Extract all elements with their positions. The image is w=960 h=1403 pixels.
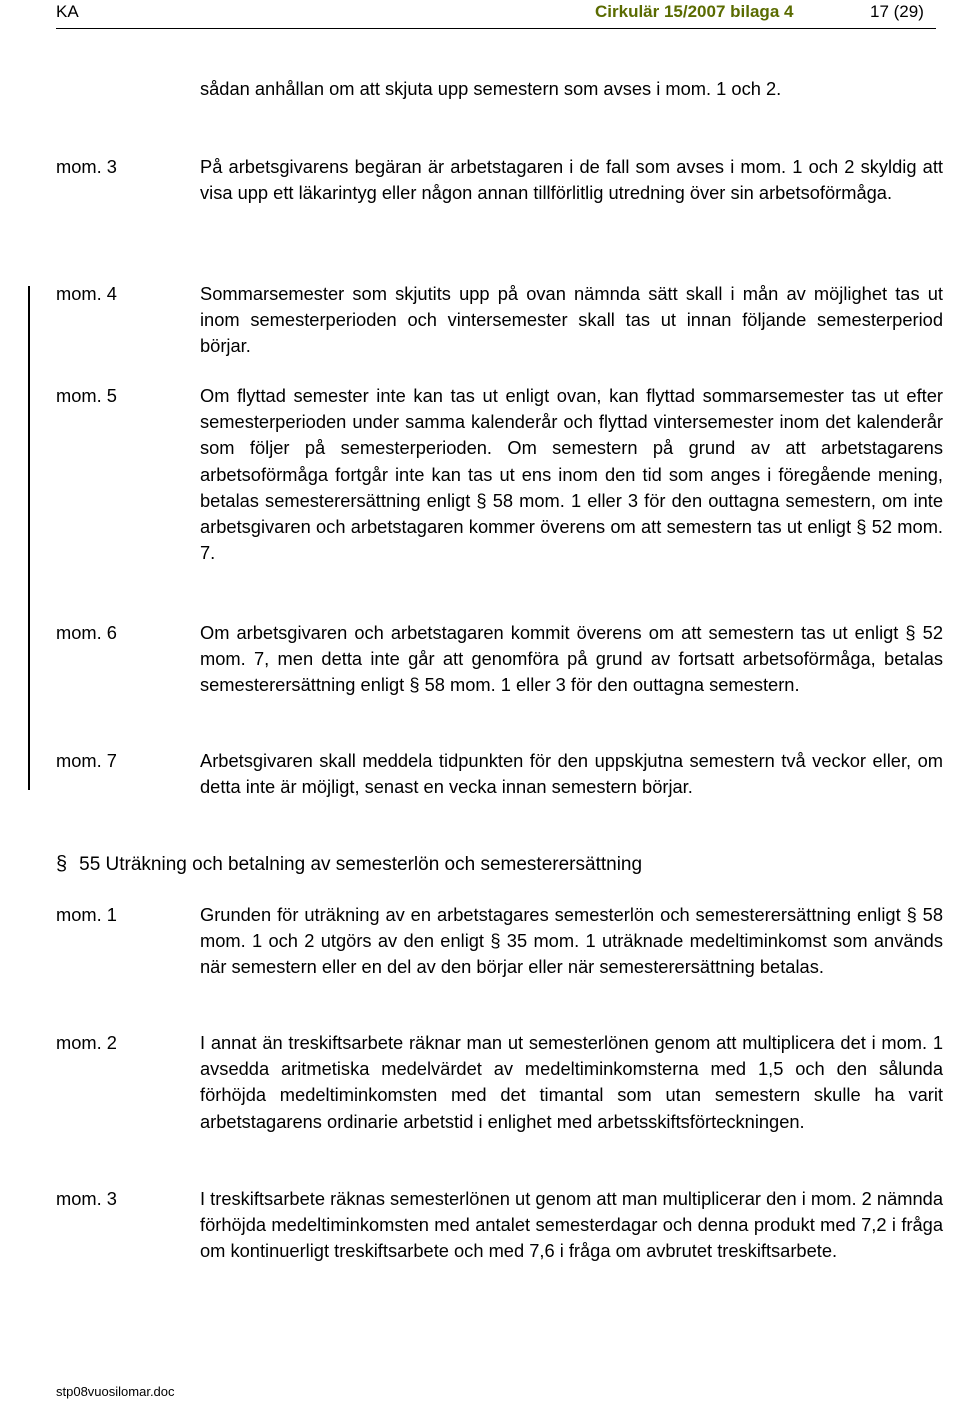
section-label: mom. 6	[56, 622, 117, 643]
section-text: Grunden för uträkning av en arbetstagares semesterlön och semesterersättning enligt § 58 mom. 1 och 2 utgörs av den enligt § 35 mom. 1 uträknade medeltiminkomst som används när semestern eller en del av den börjar eller när semesterersättning betalas.	[200, 904, 943, 978]
section-symbol: §	[56, 853, 68, 875]
header-page-number: 17 (29)	[870, 2, 924, 21]
section-text: Arbetsgivaren skall meddela tidpunkten för den uppskjutna semestern två veckor eller, om detta inte är möjligt, senast en vecka innan semestern börjar.	[200, 750, 943, 798]
heading-text: 55 Uträkning och betalning av semesterlön och semesterersättning	[79, 854, 643, 875]
section-label: mom. 1	[56, 904, 117, 925]
header-title: Cirkulär 15/2007 bilaga 4	[595, 2, 794, 21]
header-org: KA	[56, 2, 79, 21]
section-text: Om arbetsgivaren och arbetstagaren kommit överens om att semestern tas ut enligt § 52 mom. 7, men detta inte går att genomföra på grund av fortsatt arbetsoförmåga, betalas semesterersättning enligt § 58 mom. 1 eller 3 för den outtagna semestern.	[200, 622, 943, 696]
section-text: Om flyttad semester inte kan tas ut enligt ovan, kan flyttad sommarsemester tas ut efter semesterperioden under samma kalenderår och flyttad vintersemester inom det kalenderår som följer på semesterperioden. Om semestern på grund av att arbetstagarens arbetsoförmåga fortgår inte kan tas ut ens inom den tid som anges i föregående mening, betalas semesterersättning enligt § 58 mom. 1 eller 3 för den outtagna semestern, om inte arbetsgivaren och arbetstagaren kommer överens om att semestern tas ut enligt § 52 mom. 7.	[200, 385, 943, 564]
section-label: mom. 2	[56, 1032, 117, 1053]
page-header	[0, 0, 960, 30]
section-text: Sommarsemester som skjutits upp på ovan nämnda sätt skall i mån av möjlighet tas ut inom semesterperioden och vintersemester skall tas ut innan följande semesterperiod börjar.	[200, 283, 943, 357]
section-heading	[56, 851, 936, 878]
section-label: mom. 7	[56, 750, 117, 771]
change-bar	[28, 286, 30, 790]
section-text: I annat än treskiftsarbete räknar man ut semesterlönen genom att multiplicera det i mom. 1 avsedda aritmetiska medelvärdet av medeltiminkomsterna med 1,5 och den sålunda förhöjda medeltiminkomsten med det timantal som utan semestern skulle ha varit arbetstagarens ordinarie arbetstid i enlighet med arbetsskiftsförteckningen.	[200, 1032, 943, 1132]
header-divider	[56, 28, 936, 29]
section-text: I treskiftsarbete räknas semesterlönen ut genom att man multiplicerar den i mom. 2 nämnda förhöjda medeltiminkomsten med antalet semesterdagar och denna produkt med 7,2 i fråga om kontinuerligt treskiftsarbete och med 7,6 i fråga om avbrutet treskiftsarbete.	[200, 1188, 943, 1262]
paragraph-text: sådan anhållan om att skjuta upp semestern som avses i mom. 1 och 2.	[200, 78, 782, 99]
footer-filename: stp08vuosilomar.doc	[56, 1384, 175, 1399]
section-label: mom. 3	[56, 156, 117, 177]
section-label: mom. 5	[56, 385, 117, 406]
section-text: På arbetsgivarens begäran är arbetstagaren i de fall som avses i mom. 1 och 2 skyldig att visa upp ett läkarintyg eller någon annan tillförlitlig utredning över sin arbetsoförmåga.	[200, 156, 943, 204]
section-label: mom. 4	[56, 283, 117, 304]
section-label: mom. 3	[56, 1188, 117, 1209]
